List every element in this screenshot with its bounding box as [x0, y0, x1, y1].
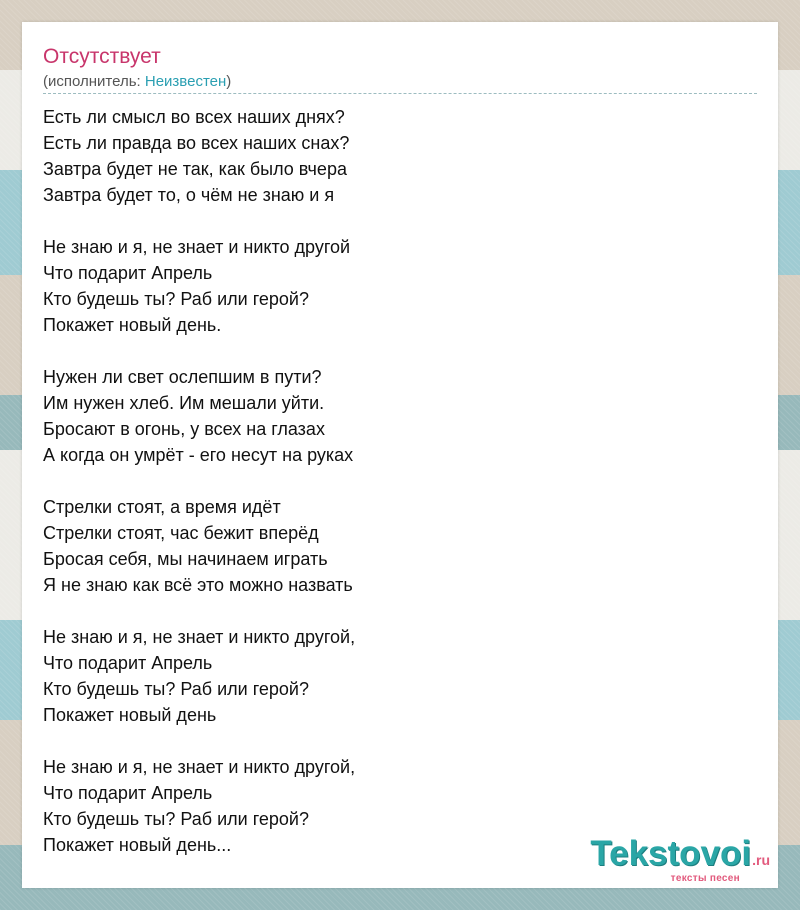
- lyrics-text: [43, 104, 743, 858]
- stanza: [43, 364, 743, 468]
- song-title: Отсутствует: [43, 45, 161, 68]
- lyric-line: Стрелки стоят, час бежит вперёд: [43, 523, 319, 543]
- lyric-line: Им нужен хлеб. Им мешали уйти.: [43, 393, 325, 413]
- lyric-line: Кто будешь ты? Раб или герой?: [43, 289, 309, 309]
- title-divider: [43, 93, 757, 94]
- lyric-line: Нужен ли свет ослепшим в пути?: [43, 367, 322, 387]
- stanza: [43, 234, 743, 338]
- performer-suffix: ): [226, 73, 232, 90]
- lyric-line: Есть ли смысл во всех наших днях?: [43, 107, 345, 127]
- stanza: [43, 494, 743, 598]
- lyric-line: Покажет новый день: [43, 705, 217, 725]
- lyric-line: Что подарит Апрель: [43, 653, 213, 673]
- lyric-line: Есть ли правда во всех наших снах?: [43, 133, 350, 153]
- performer-line: [43, 73, 231, 91]
- lyric-line: Что подарит Апрель: [43, 783, 213, 803]
- lyric-line: Не знаю и я, не знает и никто другой: [43, 237, 351, 257]
- logo-name: Tekstovoi: [590, 834, 752, 873]
- lyric-line: Бросая себя, мы начинаем играть: [43, 549, 328, 569]
- logo-tld: .ru: [752, 852, 770, 868]
- lyric-line: Не знаю и я, не знает и никто другой,: [43, 627, 356, 647]
- stanza: [43, 104, 743, 208]
- lyric-line: Покажет новый день.: [43, 315, 222, 335]
- stanza: [43, 624, 743, 728]
- lyric-line: Я не знаю как всё это можно назвать: [43, 575, 353, 595]
- lyric-line: Кто будешь ты? Раб или герой?: [43, 809, 309, 829]
- lyric-line: Кто будешь ты? Раб или герой?: [43, 679, 309, 699]
- lyric-line: Покажет новый день...: [43, 835, 232, 855]
- site-logo[interactable]: [590, 834, 770, 884]
- performer-link[interactable]: Неизвестен: [144, 73, 227, 90]
- logo-tagline: тексты песен: [670, 873, 740, 884]
- lyric-line: Бросают в огонь, у всех на глазах: [43, 419, 325, 439]
- lyric-line: Что подарит Апрель: [43, 263, 213, 283]
- lyric-line: А когда он умрёт - его несут на руках: [43, 445, 354, 465]
- lyric-line: Завтра будет не так, как было вчера: [43, 159, 347, 179]
- lyric-line: Не знаю и я, не знает и никто другой,: [43, 757, 356, 777]
- performer-prefix: (исполнитель:: [43, 73, 145, 90]
- lyrics-card: [22, 22, 778, 888]
- lyric-line: Завтра будет то, о чём не знаю и я: [43, 185, 335, 205]
- lyric-line: Стрелки стоят, а время идёт: [43, 497, 281, 517]
